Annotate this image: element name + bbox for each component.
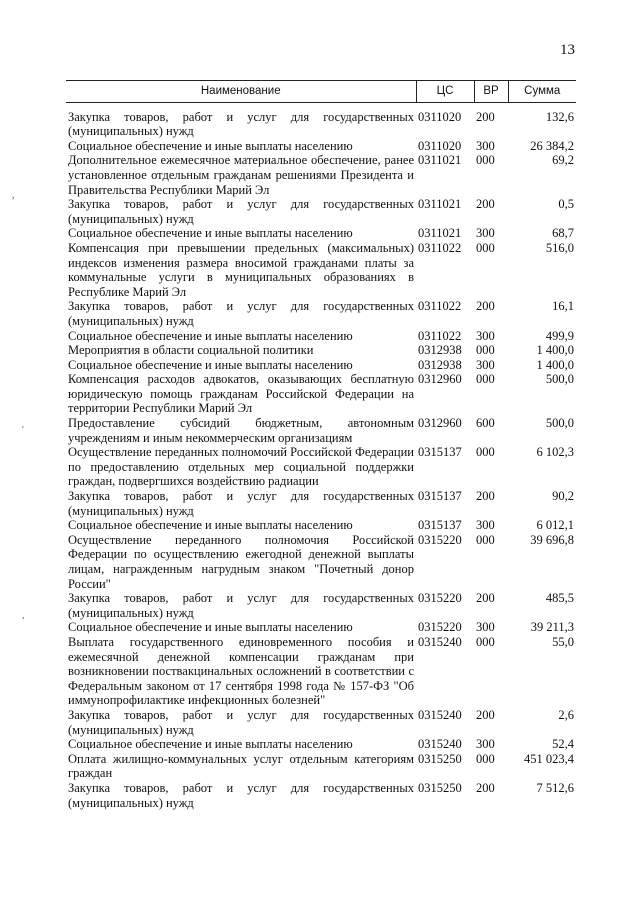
margin-mark: , bbox=[12, 190, 15, 201]
row-vr-code: 300 bbox=[476, 138, 495, 153]
table-row bbox=[66, 489, 576, 518]
row-sum: 69,2 bbox=[552, 153, 574, 168]
row-cs-code: 0315137 bbox=[418, 445, 462, 460]
page-number: 13 bbox=[560, 42, 575, 58]
row-sum: 1 400,0 bbox=[536, 343, 574, 358]
row-vr-code: 000 bbox=[476, 751, 495, 766]
row-vr-code: 000 bbox=[476, 153, 495, 168]
row-name: Осуществление переданного полномочия Российской Федерации по осуществлению ежегодной денежной выплаты лицам, награжденным нагрудным знаком "Почетный донор России" bbox=[68, 532, 414, 591]
row-name: Социальное обеспечение и иные выплаты населению bbox=[68, 138, 353, 153]
row-sum: 16,1 bbox=[552, 299, 574, 314]
row-vr-code: 200 bbox=[476, 109, 495, 124]
row-cs-code: 0311020 bbox=[418, 138, 462, 153]
row-vr-code: 300 bbox=[476, 620, 495, 635]
row-cs-code: 0311020 bbox=[418, 109, 462, 124]
row-name: Закупка товаров, работ и услуг для государственных (муниципальных) нужд bbox=[68, 591, 414, 620]
row-vr-code: 200 bbox=[476, 197, 495, 212]
row-vr-code: 300 bbox=[476, 357, 495, 372]
table-header-row bbox=[66, 81, 576, 103]
row-name: Компенсация при превышении предельных (максимальных) индексов изменения размера вносимой гражданами платы за коммунальные услуги в муниципальных образованиях в Республике Марий Эл bbox=[68, 240, 414, 299]
table-row bbox=[66, 329, 576, 344]
row-vr-code: 000 bbox=[476, 532, 495, 547]
row-sum: 55,0 bbox=[552, 634, 574, 649]
row-sum: 52,4 bbox=[552, 737, 574, 752]
row-sum: 1 400,0 bbox=[536, 357, 574, 372]
row-cs-code: 0311021 bbox=[418, 197, 462, 212]
table-row bbox=[66, 153, 576, 197]
table-row bbox=[66, 110, 576, 139]
column-header-cs: ЦС bbox=[416, 81, 474, 103]
table-row bbox=[66, 343, 576, 358]
row-name: Закупка товаров, работ и услуг для государственных (муниципальных) нужд bbox=[68, 299, 414, 328]
row-name: Выплата государственного единовременного пособия и ежемесячной денежной компенсации гражданам при возникновении поствакцинальных осложнений в соответствии с Федеральным законом от 17 сентября 1998 года № 157-ФЗ "Об иммунопрофилактике инфекционных болезней" bbox=[68, 634, 414, 708]
row-cs-code: 0315220 bbox=[418, 591, 462, 606]
row-vr-code: 200 bbox=[476, 591, 495, 606]
row-sum: 6 012,1 bbox=[536, 518, 574, 533]
row-cs-code: 0312938 bbox=[418, 343, 462, 358]
row-name: Закупка товаров, работ и услуг для государственных (муниципальных) нужд bbox=[68, 489, 414, 518]
table-row bbox=[66, 781, 576, 810]
table-row bbox=[66, 518, 576, 533]
row-name: Социальное обеспечение и иные выплаты населению bbox=[68, 518, 353, 533]
column-header-sum: Сумма bbox=[508, 81, 576, 103]
table-row bbox=[66, 708, 576, 737]
row-name: Осуществление переданных полномочий Российской Федерации по предоставлению отдельных мер социальной поддержки граждан, подвергшихся воздействию радиации bbox=[68, 445, 414, 489]
row-name: Оплата жилищно-коммунальных услуг отдельным категориям граждан bbox=[68, 751, 414, 781]
row-name: Дополнительное ежемесячное материальное обеспечение, ранее установленное отдельным гражданам решениями Президента и Правительства Республики Марий Эл bbox=[68, 153, 414, 197]
row-cs-code: 0311022 bbox=[418, 240, 462, 255]
row-vr-code: 000 bbox=[476, 240, 495, 255]
row-sum: 90,2 bbox=[552, 489, 574, 504]
table-row bbox=[66, 445, 576, 489]
table-row bbox=[66, 197, 576, 226]
row-vr-code: 000 bbox=[476, 445, 495, 460]
table-row bbox=[66, 226, 576, 241]
row-cs-code: 0311021 bbox=[418, 226, 462, 241]
margin-mark: ' bbox=[22, 425, 24, 436]
row-name: Мероприятия в области социальной политики bbox=[68, 343, 314, 358]
row-name: Компенсация расходов адвокатов, оказывающих бесплатную юридическую помощь гражданам Российской Федерации на территории Республики Марий Эл bbox=[68, 372, 414, 416]
budget-table bbox=[66, 80, 576, 810]
row-vr-code: 300 bbox=[476, 226, 495, 241]
table-row bbox=[66, 635, 576, 708]
row-vr-code: 300 bbox=[476, 518, 495, 533]
table-row bbox=[66, 372, 576, 416]
row-sum: 39 211,3 bbox=[530, 620, 574, 635]
row-sum: 2,6 bbox=[558, 707, 574, 722]
row-cs-code: 0315250 bbox=[418, 751, 462, 766]
row-vr-code: 200 bbox=[476, 299, 495, 314]
row-sum: 132,6 bbox=[545, 109, 574, 124]
row-cs-code: 0312960 bbox=[418, 416, 462, 431]
row-cs-code: 0315220 bbox=[418, 620, 462, 635]
row-cs-code: 0315240 bbox=[418, 707, 462, 722]
row-name: Социальное обеспечение и иные выплаты населению bbox=[68, 620, 353, 635]
row-vr-code: 000 bbox=[476, 634, 495, 649]
row-cs-code: 0311022 bbox=[418, 328, 462, 343]
row-sum: 0,5 bbox=[558, 197, 574, 212]
row-cs-code: 0312938 bbox=[418, 357, 462, 372]
row-vr-code: 600 bbox=[476, 416, 495, 431]
row-sum: 39 696,8 bbox=[530, 532, 574, 547]
table-row bbox=[66, 591, 576, 620]
row-vr-code: 000 bbox=[476, 372, 495, 387]
row-cs-code: 0311021 bbox=[418, 153, 462, 168]
table-row bbox=[66, 358, 576, 373]
row-name: Закупка товаров, работ и услуг для государственных (муниципальных) нужд bbox=[68, 197, 414, 226]
row-name: Социальное обеспечение и иные выплаты населению bbox=[68, 226, 353, 241]
table-row bbox=[66, 299, 576, 328]
table-row bbox=[66, 620, 576, 635]
row-cs-code: 0311022 bbox=[418, 299, 462, 314]
row-vr-code: 200 bbox=[476, 707, 495, 722]
margin-mark: , bbox=[22, 610, 25, 621]
row-cs-code: 0312960 bbox=[418, 372, 462, 387]
row-sum: 451 023,4 bbox=[524, 751, 574, 766]
row-vr-code: 200 bbox=[476, 489, 495, 504]
table-row bbox=[66, 737, 576, 752]
row-cs-code: 0315220 bbox=[418, 532, 462, 547]
row-sum: 500,0 bbox=[545, 372, 574, 387]
row-vr-code: 200 bbox=[476, 780, 495, 795]
table-row bbox=[66, 533, 576, 591]
row-vr-code: 300 bbox=[476, 328, 495, 343]
row-sum: 6 102,3 bbox=[536, 445, 574, 460]
column-header-vr: ВР bbox=[474, 81, 508, 103]
row-cs-code: 0315250 bbox=[418, 780, 462, 795]
row-name: Социальное обеспечение и иные выплаты населению bbox=[68, 328, 353, 343]
row-sum: 500,0 bbox=[545, 416, 574, 431]
row-sum: 499,9 bbox=[545, 328, 574, 343]
row-name: Закупка товаров, работ и услуг для государственных (муниципальных) нужд bbox=[68, 707, 414, 737]
column-header-name: Наименование bbox=[66, 81, 416, 103]
row-name: Закупка товаров, работ и услуг для государственных (муниципальных) нужд bbox=[68, 109, 414, 139]
row-sum: 68,7 bbox=[552, 226, 574, 241]
row-cs-code: 0315240 bbox=[418, 737, 462, 752]
row-name: Закупка товаров, работ и услуг для государственных (муниципальных) нужд bbox=[68, 780, 414, 810]
row-cs-code: 0315137 bbox=[418, 489, 462, 504]
row-sum: 26 384,2 bbox=[530, 138, 574, 153]
table-row bbox=[66, 416, 576, 445]
row-cs-code: 0315240 bbox=[418, 634, 462, 649]
table-row bbox=[66, 139, 576, 154]
row-sum: 7 512,6 bbox=[536, 780, 574, 795]
table-row bbox=[66, 241, 576, 299]
row-sum: 516,0 bbox=[545, 240, 574, 255]
table-row bbox=[66, 752, 576, 781]
row-cs-code: 0315137 bbox=[418, 518, 462, 533]
row-vr-code: 300 bbox=[476, 737, 495, 752]
row-sum: 485,5 bbox=[545, 591, 574, 606]
row-name: Предоставление субсидий бюджетным, автономным учреждениям и иным некоммерческим организациям bbox=[68, 416, 414, 445]
row-name: Социальное обеспечение и иные выплаты населению bbox=[68, 357, 353, 372]
row-name: Социальное обеспечение и иные выплаты населению bbox=[68, 737, 353, 752]
row-vr-code: 000 bbox=[476, 343, 495, 358]
